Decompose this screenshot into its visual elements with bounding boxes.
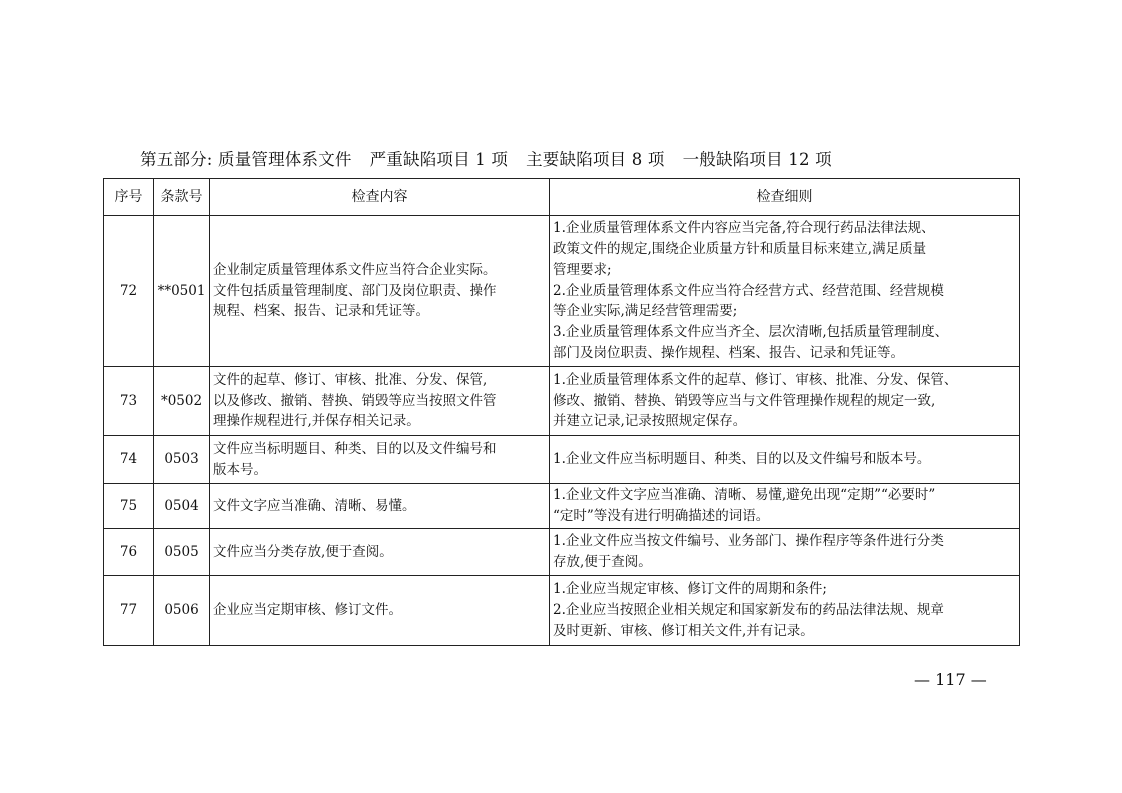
row-content — [210, 529, 550, 576]
rule-line: 及时更新、审核、修订相关文件,并有记录。 — [553, 622, 814, 639]
heading-general-count: 一般缺陷项目 12 项 — [682, 150, 832, 169]
heading-severe-count: 严重缺陷项目 1 项 — [369, 150, 509, 169]
content-line: 文件包括质量管理制度、部门及岗位职责、操作 — [213, 282, 497, 299]
rule-line: 1.企业文件应当标明题目、种类、目的以及文件编号和版本号。 — [553, 451, 931, 468]
row-seq: 74 — [104, 436, 154, 484]
row-rules — [550, 529, 1020, 576]
content-line: 理操作规程进行,并保存相关记录。 — [213, 413, 420, 430]
row-seq: 73 — [104, 367, 154, 436]
table-row — [104, 529, 1020, 576]
rule-line: 1.企业质量管理体系文件的起草、修订、审核、批准、分发、保管、 — [553, 371, 958, 388]
row-rules — [550, 576, 1020, 646]
rule-line: 1.企业质量管理体系文件内容应当完备,符合现行药品法律法规、 — [553, 220, 935, 237]
row-rules — [550, 484, 1020, 529]
row-clause: 0503 — [154, 436, 210, 484]
heading-part-title: 第五部分: 质量管理体系文件 — [140, 150, 352, 169]
table-row — [104, 484, 1020, 529]
header-content: 检查内容 — [210, 179, 550, 216]
rule-line: “定时”等没有进行明确描述的词语。 — [553, 508, 770, 524]
header-rules: 检查细则 — [550, 179, 1020, 216]
content-line: 以及修改、撤销、替换、销毁等应当按照文件管 — [213, 392, 497, 409]
heading-major-count: 主要缺陷项目 8 项 — [526, 150, 665, 169]
row-seq: 75 — [104, 484, 154, 529]
row-content — [210, 484, 550, 529]
rule-line: 1.企业应当规定审核、修订文件的周期和条件; — [553, 581, 827, 598]
content-line: 规程、档案、报告、记录和凭证等。 — [213, 303, 429, 320]
row-clause: **0501 — [154, 216, 210, 367]
row-rules — [550, 436, 1020, 484]
content-line: 企业制定质量管理体系文件应当符合企业实际。 — [213, 261, 497, 278]
rule-line: 等企业实际,满足经营管理需要; — [553, 303, 738, 320]
rule-line: 1.企业文件文字应当准确、清晰、易懂,避免出现“定期”“必要时” — [553, 487, 936, 504]
row-seq: 76 — [104, 529, 154, 576]
section-heading — [140, 146, 1020, 170]
row-rules — [550, 367, 1020, 436]
header-seq: 序号 — [104, 179, 154, 216]
rule-line: 部门及岗位职责、操作规程、档案、报告、记录和凭证等。 — [553, 344, 904, 361]
row-clause: 0504 — [154, 484, 210, 529]
content-line: 文件的起草、修订、审核、批准、分发、保管, — [213, 371, 488, 388]
rule-line: 3.企业质量管理体系文件应当齐全、层次清晰,包括质量管理制度、 — [553, 324, 949, 341]
page-number: — 117 — — [914, 670, 987, 689]
rule-line: 存放,便于查阅。 — [553, 554, 652, 570]
content-line: 版本号。 — [213, 461, 267, 478]
inspection-table — [103, 178, 1020, 646]
table-row — [104, 576, 1020, 646]
content-line: 企业应当定期审核、修订文件。 — [213, 602, 402, 619]
rule-line: 管理要求; — [553, 261, 612, 278]
table-row — [104, 436, 1020, 484]
row-content — [210, 216, 550, 367]
rule-line: 政策文件的规定,围绕企业质量方针和质量目标来建立,满足质量 — [553, 241, 927, 257]
row-content — [210, 576, 550, 646]
content-line: 文件应当分类存放,便于查阅。 — [213, 543, 393, 560]
row-seq: 72 — [104, 216, 154, 367]
rule-line: 1.企业文件应当按文件编号、业务部门、操作程序等条件进行分类 — [553, 533, 944, 550]
row-rules — [550, 216, 1020, 367]
row-clause: *0502 — [154, 367, 210, 436]
row-clause: 0506 — [154, 576, 210, 646]
table-header-row — [104, 179, 1020, 216]
row-content — [210, 436, 550, 484]
content-line: 文件文字应当准确、清晰、易懂。 — [213, 497, 416, 514]
table-row — [104, 367, 1020, 436]
row-clause: 0505 — [154, 529, 210, 576]
header-clause: 条款号 — [154, 179, 210, 216]
table-row — [104, 216, 1020, 367]
rule-line: 修改、撤销、替换、销毁等应当与文件管理操作规程的规定一致, — [553, 392, 936, 409]
row-content — [210, 367, 550, 436]
rule-line: 并建立记录,记录按照规定保存。 — [553, 413, 747, 430]
row-seq: 77 — [104, 576, 154, 646]
rule-line: 2.企业质量管理体系文件应当符合经营方式、经营范围、经营规模 — [553, 282, 944, 299]
content-line: 文件应当标明题目、种类、目的以及文件编号和 — [213, 440, 497, 457]
rule-line: 2.企业应当按照企业相关规定和国家新发布的药品法律法规、规章 — [553, 602, 944, 619]
